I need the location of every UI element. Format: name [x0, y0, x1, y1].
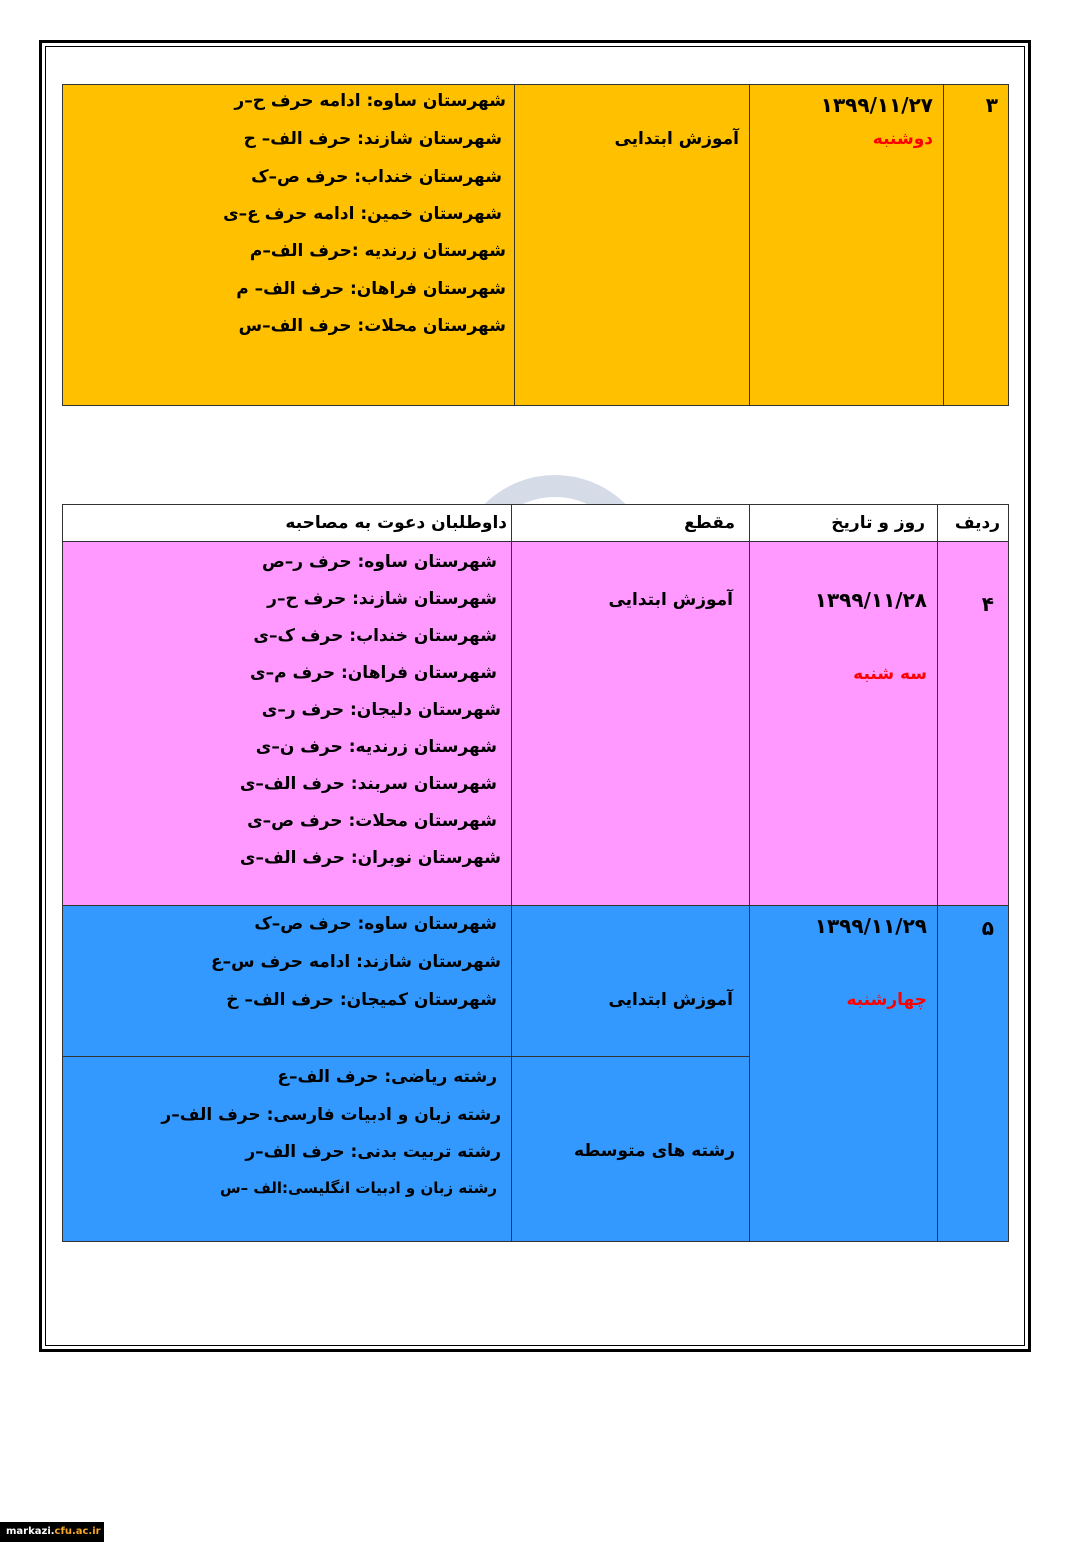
candidate-line: شهرستان فراهان: حرف الف– م	[236, 279, 506, 299]
candidates-cell	[62, 905, 512, 1057]
candidate-line: شهرستان زرندیه :حرف الف–م	[249, 241, 506, 261]
row-number: ۴	[981, 592, 994, 616]
candidates-cell	[62, 541, 512, 906]
header-date-cell	[749, 504, 938, 542]
level-text: آموزش ابتدایی	[608, 990, 733, 1010]
level-text: آموزش ابتدایی	[614, 129, 739, 149]
header-row: ردیف	[954, 513, 1000, 533]
candidate-line: رشته ریاضی: حرف الف–ع	[277, 1067, 497, 1087]
site-badge-suffix: cfu.ac.ir	[54, 1526, 101, 1537]
candidate-line: شهرستان شازند: ادامه حرف س–ع	[211, 952, 501, 972]
candidate-line: شهرستان شازند: حرف الف– ح	[243, 129, 502, 149]
day-text: چهارشنبه	[846, 990, 927, 1010]
level-cell-secondary	[511, 1056, 750, 1242]
date-text: ۱۳۹۹/۱۱/۲۹	[814, 914, 927, 938]
day-text: دوشنبه	[872, 129, 933, 149]
row-number-cell	[937, 541, 1009, 906]
candidate-line: شهرستان کمیجان: حرف الف– خ	[226, 990, 497, 1010]
row-number-cell	[943, 84, 1009, 406]
row-number: ۵	[981, 916, 994, 940]
candidate-line: شهرستان خنداب: حرف ک–ی	[253, 626, 497, 646]
site-badge-prefix: markazi.	[6, 1526, 55, 1537]
candidates-cell	[62, 84, 515, 406]
candidates-cell-secondary	[62, 1056, 512, 1242]
row-number: ۳	[985, 93, 998, 117]
header-level: مقطع	[684, 513, 735, 533]
header-candidates-cell	[62, 504, 512, 542]
day-text: سه شنبه	[853, 664, 927, 684]
candidate-line: رشته زبان و ادبیات فارسی: حرف الف–ر	[161, 1105, 501, 1125]
candidate-line: شهرستان ساوه: حرف ص–ک	[254, 914, 497, 934]
date-cell	[749, 541, 938, 906]
candidate-line: رشته تربیت بدنی: حرف الف–ر	[245, 1142, 501, 1162]
level-cell	[511, 541, 750, 906]
level-cell	[511, 905, 750, 1057]
level-cell	[514, 84, 750, 406]
level-text: آموزش ابتدایی	[608, 590, 733, 610]
candidate-line: شهرستان ساوه: حرف ر–ص	[261, 552, 497, 572]
candidate-line: شهرستان ساوه: ادامه حرف ح–ر	[234, 91, 506, 111]
header-date: روز و تاریخ	[831, 513, 925, 533]
candidate-line: شهرستان محلات: حرف الف–س	[238, 316, 506, 336]
candidate-line: شهرستان خمین: ادامه حرف ع–ی	[223, 204, 502, 224]
candidate-line: شهرستان شازند: حرف ح–ر	[267, 589, 497, 609]
row-number-cell	[937, 905, 1009, 1242]
candidate-line: شهرستان محلات: حرف ص–ی	[247, 811, 497, 831]
candidate-line: شهرستان دلیجان: حرف ر–ی	[261, 700, 501, 720]
candidate-line: شهرستان سربند: حرف الف–ی	[239, 774, 497, 794]
header-candidates: داوطلبان دعوت به مصاحبه	[285, 513, 507, 533]
candidate-line: رشته زبان و ادبیات انگلیسی:الف –س	[219, 1179, 497, 1197]
site-badge[interactable]	[0, 1522, 104, 1542]
candidate-line: شهرستان زرندیه: حرف ن–ی	[255, 737, 497, 757]
level-text: رشته های متوسطه	[573, 1141, 735, 1161]
candidate-line: شهرستان نوبران: حرف الف–ی	[239, 848, 501, 868]
date-text: ۱۳۹۹/۱۱/۲۸	[814, 588, 927, 612]
candidate-line: شهرستان فراهان: حرف م–ی	[250, 663, 497, 683]
date-text: ۱۳۹۹/۱۱/۲۷	[820, 93, 933, 117]
date-cell	[749, 905, 938, 1242]
header-level-cell	[511, 504, 750, 542]
header-row-cell	[937, 504, 1009, 542]
date-cell	[749, 84, 944, 406]
candidate-line: شهرستان خنداب: حرف ص–ک	[251, 167, 502, 187]
